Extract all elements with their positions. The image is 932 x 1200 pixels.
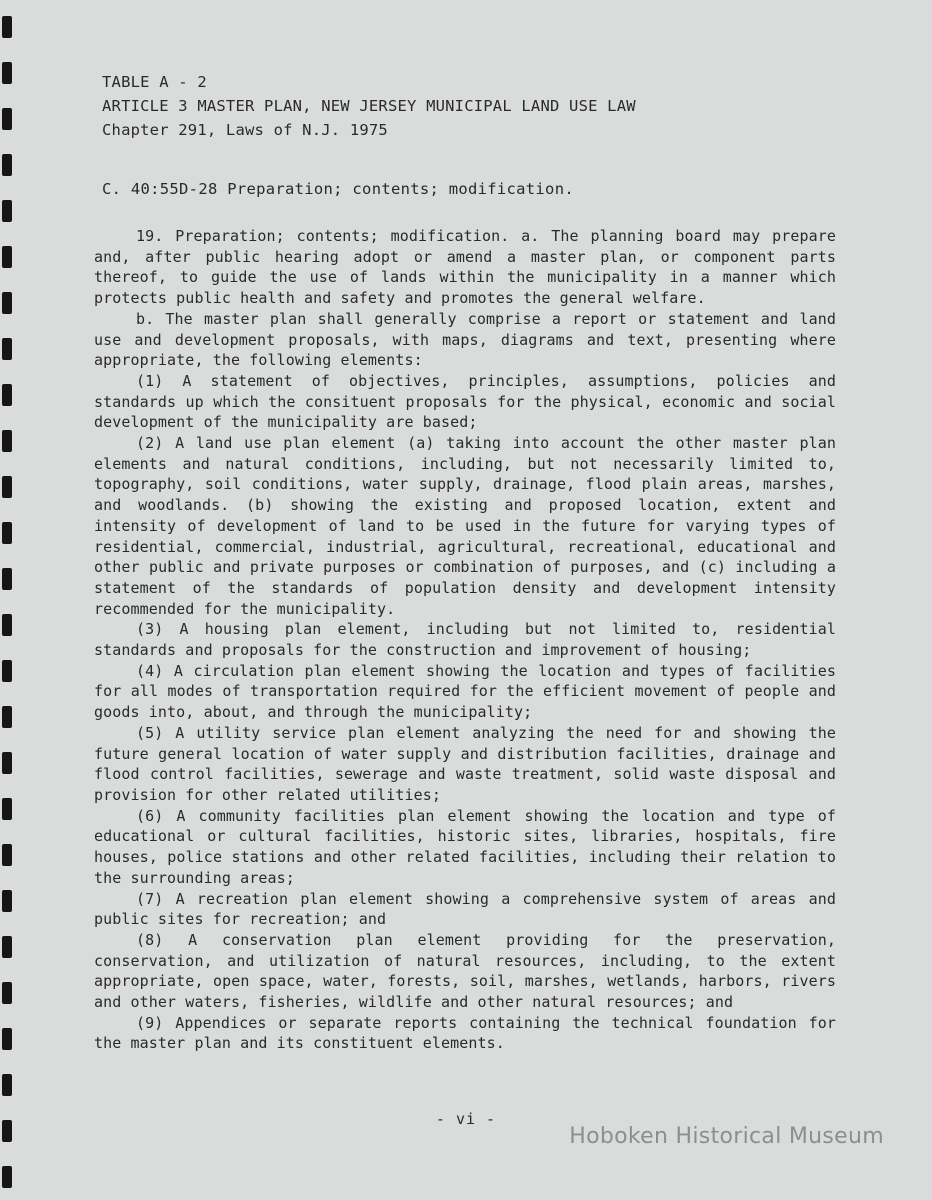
paragraph: (7) A recreation plan element showing a comprehensive system of areas and public sites for recreation; and <box>94 889 836 929</box>
header-table-label: TABLE A - 2 <box>102 73 207 91</box>
spiral-binding <box>0 0 22 1200</box>
page-number: - vi - <box>435 1110 497 1128</box>
paragraph: 19. Preparation; contents; modification. a. The planning board may prepare and, after public hearing adopt or amend a master plan, or component parts thereof, to guide the use of lands within the municipality in a manner which protects public health and safety and promotes the general welfare. <box>94 227 836 308</box>
paragraph: (1) A statement of objectives, principles, assumptions, policies and standards up which the consituent proposals for the physical, economic and social development of the municipality are based; <box>94 371 836 432</box>
paragraph: (3) A housing plan element, including but not limited to, residential standards and proposals for the construction and improvement of housing; <box>94 620 836 660</box>
document-header <box>102 70 636 142</box>
paragraph: (4) A circulation plan element showing the location and types of facilities for all modes of transportation required for the efficient movement of people and goods into, about, and through the municipality; <box>94 661 836 722</box>
header-chapter: Chapter 291, Laws of N.J. 1975 <box>102 121 388 139</box>
watermark-text: Hoboken Historical Museum <box>569 1124 884 1149</box>
paragraph: (5) A utility service plan element analyzing the need for and showing the future general location of water supply and distribution facilities, drainage and flood control facilities, sewerage and waste treatment, solid waste disposal and provision for other related utilities; <box>94 723 836 804</box>
paragraph: (8) A conservation plan element providing for the preservation, conservation, and utilization of natural resources, including, to the extent appropriate, open space, water, forests, soil, marshes, wetlands, harbors, rivers and other waters, fisheries, wildlife and other natural resources; and <box>94 930 836 1012</box>
paragraph: (2) A land use plan element (a) taking into account the other master plan elements and natural conditions, including, but not necessarily limited to, topography, soil conditions, water supply, drainage, flood plain areas, marshes, and woodlands. (b) showing the existing and proposed location, extent and intensity of development of land to be used in the future for varying types of residential, commercial, industrial, agricultural, recreational, educational and other public and private purposes or combination of purposes, and (c) including a statement of the standards of population density and development intensity recommended for the municipality. <box>94 434 836 618</box>
section-title: C. 40:55D-28 Preparation; contents; modification. <box>102 180 574 198</box>
paragraph: (6) A community facilities plan element showing the location and type of educational or cultural facilities, historic sites, libraries, hospitals, fire houses, police stations and other related facilities, including their relation to the surrounding areas; <box>94 806 836 887</box>
body-text <box>94 226 836 1054</box>
header-article-title: ARTICLE 3 MASTER PLAN, NEW JERSEY MUNICIPAL LAND USE LAW <box>102 97 636 115</box>
paragraph: b. The master plan shall generally comprise a report or statement and land use and development proposals, with maps, diagrams and text, presenting where appropriate, the following elements: <box>94 309 836 370</box>
paragraph: (9) Appendices or separate reports containing the technical foundation for the master plan and its constituent elements. <box>94 1013 836 1053</box>
